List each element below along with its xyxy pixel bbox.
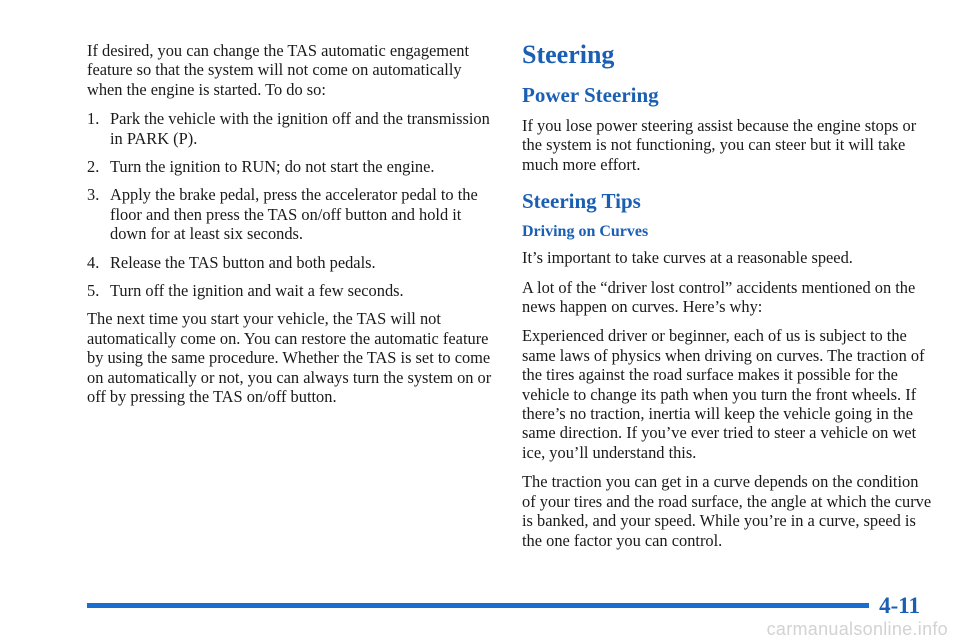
watermark: carmanualsonline.info [766, 619, 948, 639]
power-steering-paragraph: If you lose power steering assist because the engine stops or the system is not functioning, you can steer but it will take much more effort. [522, 116, 917, 174]
list-item [87, 157, 492, 176]
step-number: 4. [87, 252, 100, 272]
step-number: 2. [87, 157, 100, 177]
curves-paragraph-1: It’s important to take curves at a reasonable speed. [522, 248, 853, 268]
power-steering-heading: Power Steering [522, 83, 659, 107]
section-title: Steering [522, 40, 615, 69]
left-column [87, 41, 492, 417]
step-number: 3. [87, 185, 100, 205]
list-item [87, 109, 492, 148]
list-item [87, 185, 492, 243]
tas-closing-paragraph: The next time you start your vehicle, the TAS will not automatically come on. You can restore the automatic feature by using the same procedure. Whether the TAS is set to come on automatically or not, you can always turn the system on or off by pressing the TAS on/off button. [87, 309, 492, 407]
step-number: 1. [87, 109, 100, 129]
step-text: Release the TAS button and both pedals. [110, 252, 376, 272]
right-column [522, 40, 932, 560]
list-item [87, 253, 492, 272]
curves-paragraph-4: The traction you can get in a curve depends on the condition of your tires and the road surface, the angle at which the curve is banked, and your speed. While you’re in a curve, speed is the one factor you can control. [522, 472, 932, 550]
step-text: Park the vehicle with the ignition off and the transmission in PARK (P). [110, 109, 490, 148]
tas-steps-list [87, 109, 492, 300]
driving-on-curves-heading: Driving on Curves [522, 223, 649, 241]
curves-paragraph-3: Experienced driver or beginner, each of us is subject to the same laws of physics when driving on curves. The traction of the tires against the road surface makes it possible for the vehicle to change its path when you turn the front wheels. If there’s no traction, inertia will keep the vehicle going in the same direction. If you’ve ever tried to steer a vehicle on wet ice, you’ll understand this. [522, 326, 925, 462]
step-text: Turn the ignition to RUN; do not start the engine. [110, 157, 435, 177]
tas-intro-paragraph: If desired, you can change the TAS automatic engagement feature so that the system will not come on automatically when the engine is started. To do so: [87, 41, 470, 99]
step-text: Apply the brake pedal, press the accelerator pedal to the floor and then press the TAS on/off button and hold it down for at least six seconds. [110, 185, 478, 244]
step-number: 5. [87, 281, 100, 301]
page-number: 4-11 [879, 593, 920, 618]
curves-paragraph-2: A lot of the “driver lost control” accidents mentioned on the news happen on curves. Here’s why: [522, 277, 916, 317]
step-text: Turn off the ignition and wait a few seconds. [110, 281, 404, 301]
steering-tips-heading: Steering Tips [522, 189, 641, 214]
list-item [87, 281, 492, 300]
footer-rule [87, 603, 869, 608]
